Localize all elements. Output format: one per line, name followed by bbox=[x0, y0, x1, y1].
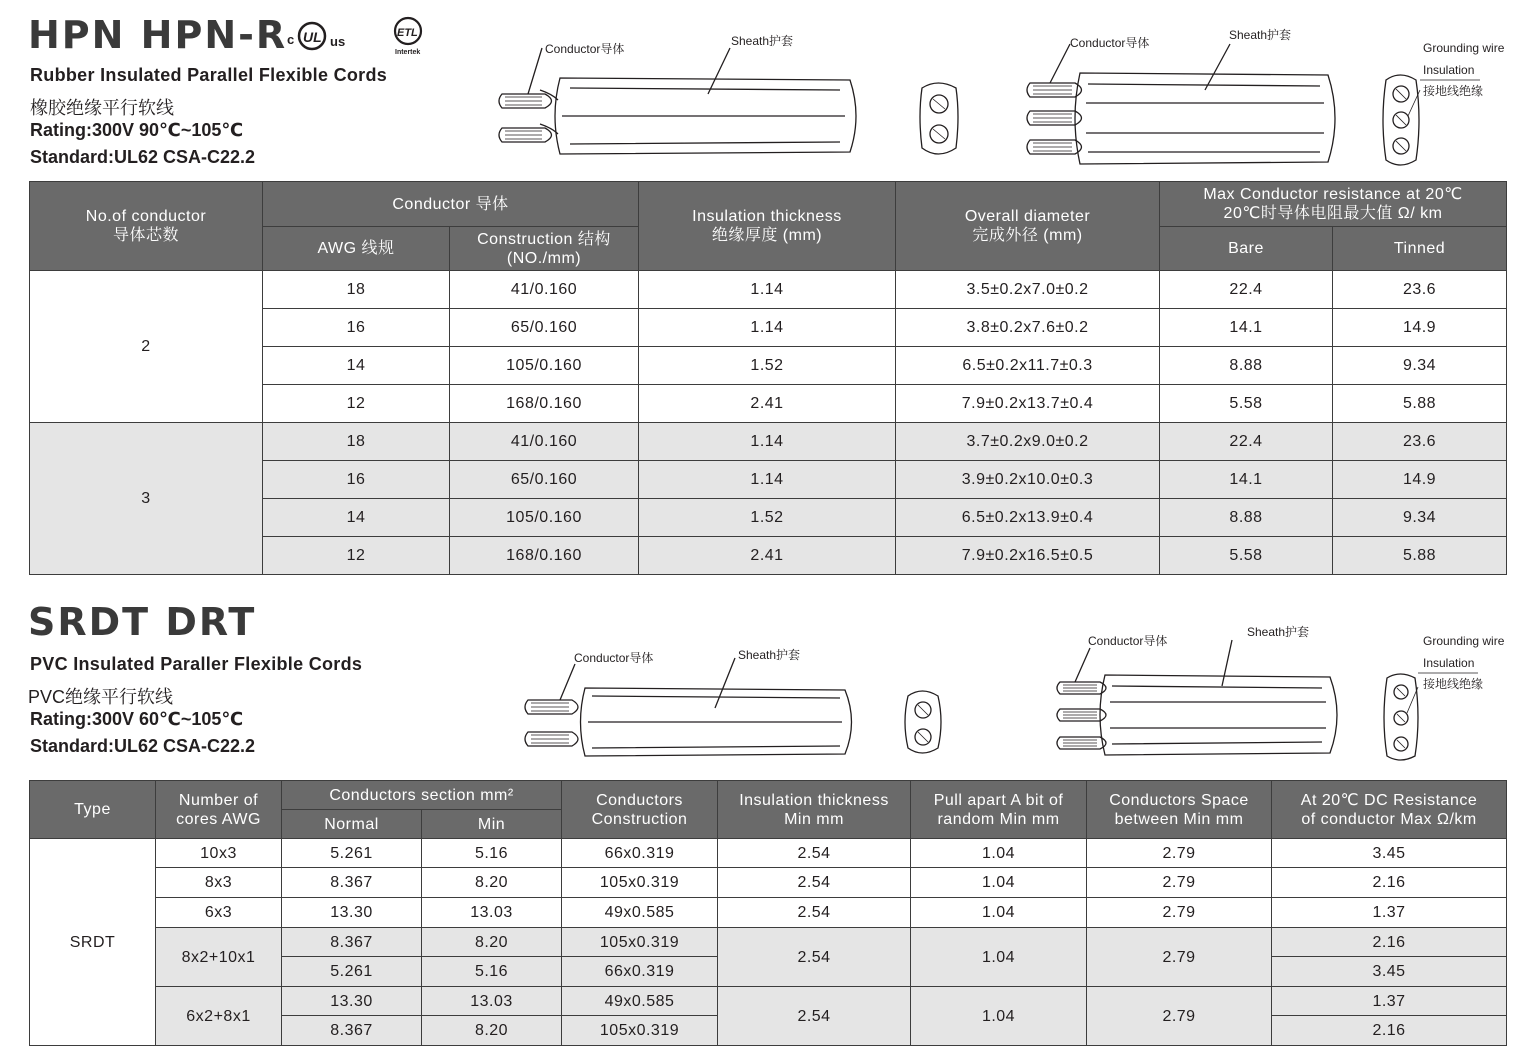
insulation-cell: 1.52 bbox=[639, 499, 896, 537]
cores-cell: 3 bbox=[30, 423, 263, 575]
insulation-cell: 2.54 bbox=[718, 868, 911, 898]
section2-cable-diagrams bbox=[510, 620, 1520, 765]
awg-cell: 18 bbox=[263, 271, 450, 309]
construction-cell: 105/0.160 bbox=[450, 499, 639, 537]
tinned-cell: 5.88 bbox=[1333, 537, 1507, 575]
construction-cell: 105x0.319 bbox=[562, 1016, 718, 1046]
table-row bbox=[30, 987, 1507, 1016]
space-cell: 2.79 bbox=[1087, 928, 1272, 987]
space-cell: 2.79 bbox=[1087, 987, 1272, 1046]
th-max-resistance: Max Conductor resistance at 20℃ 20℃时导体电阻最大值 Ω/ km bbox=[1160, 182, 1507, 227]
tinned-cell: 14.9 bbox=[1333, 461, 1507, 499]
overall-cell: 6.5±0.2x11.7±0.3 bbox=[896, 347, 1160, 385]
construction-cell: 168/0.160 bbox=[450, 537, 639, 575]
section2-title: SRDT DRT bbox=[28, 600, 257, 644]
overall-cell: 3.5±0.2x7.0±0.2 bbox=[896, 271, 1160, 309]
bare-cell: 8.88 bbox=[1160, 347, 1333, 385]
overall-cell: 6.5±0.2x13.9±0.4 bbox=[896, 499, 1160, 537]
three-core-cross-section bbox=[1383, 75, 1420, 165]
th-tinned: Tinned bbox=[1333, 227, 1507, 271]
insulation-cell: 1.14 bbox=[639, 309, 896, 347]
two-core-cross-section bbox=[920, 83, 958, 154]
section2-subtitle-cn: PVC绝缘平行软线 bbox=[28, 687, 174, 707]
tinned-cell: 23.6 bbox=[1333, 271, 1507, 309]
overall-cell: 7.9±0.2x16.5±0.5 bbox=[896, 537, 1160, 575]
insulation-cell: 2.54 bbox=[718, 987, 911, 1046]
th-pull-apart: Pull apart A bit of random Min mm bbox=[911, 781, 1087, 839]
srdt-three-core-cross-section bbox=[1384, 674, 1418, 760]
ul-listed-icon bbox=[287, 23, 345, 49]
min-cell: 8.20 bbox=[422, 928, 562, 957]
space-cell: 2.79 bbox=[1087, 898, 1272, 928]
construction-cell: 65/0.160 bbox=[450, 461, 639, 499]
normal-cell: 5.261 bbox=[282, 957, 422, 987]
ul-mark-label: UL bbox=[303, 29, 322, 45]
hpn-spec-table bbox=[29, 181, 1507, 575]
insulation-cell: 1.14 bbox=[639, 461, 896, 499]
resist-cell: 1.37 bbox=[1272, 987, 1507, 1016]
table-row bbox=[30, 271, 1507, 309]
section1-title: HPN HPN-R bbox=[28, 13, 288, 57]
construction-cell: 41/0.160 bbox=[450, 423, 639, 461]
section1-rating: Rating:300V 90℃~105℃ bbox=[30, 120, 244, 140]
table-row bbox=[30, 839, 1507, 868]
srdt-two-core-cable-drawing bbox=[525, 658, 852, 756]
s2-ground-insulation-cn-label: 接地线绝缘 bbox=[1423, 677, 1484, 691]
awg-cell: 14 bbox=[263, 499, 450, 537]
resist-cell: 2.16 bbox=[1272, 928, 1507, 957]
table-row bbox=[30, 898, 1507, 928]
s1-grounding-wire-label: Grounding wire bbox=[1423, 41, 1505, 55]
type-cell: SRDT bbox=[30, 839, 156, 1046]
min-cell: 13.03 bbox=[422, 898, 562, 928]
cores-cell: 10x3 bbox=[156, 839, 282, 868]
s1-sheath-label-3core: Sheath护套 bbox=[1229, 28, 1292, 42]
tinned-cell: 9.34 bbox=[1333, 499, 1507, 537]
th-insulation-thickness: Insulation thickness Min mm bbox=[718, 781, 911, 839]
s2-sheath-label-3core: Sheath护套 bbox=[1247, 625, 1310, 639]
min-cell: 8.20 bbox=[422, 868, 562, 898]
th-overall-diameter: Overall diameter 完成外径 (mm) bbox=[896, 182, 1160, 271]
insulation-cell: 1.52 bbox=[639, 347, 896, 385]
pull-cell: 1.04 bbox=[911, 898, 1087, 928]
normal-cell: 8.367 bbox=[282, 928, 422, 957]
insulation-cell: 2.41 bbox=[639, 537, 896, 575]
th-min: Min bbox=[422, 810, 562, 839]
srdt-two-core-cross-section bbox=[905, 691, 941, 753]
cores-cell: 8x2+10x1 bbox=[156, 928, 282, 987]
min-cell: 8.20 bbox=[422, 1016, 562, 1046]
th-conductors-space: Conductors Space between Min mm bbox=[1087, 781, 1272, 839]
section1-subtitle-cn: 橡胶绝缘平行软线 bbox=[30, 98, 174, 118]
normal-cell: 13.30 bbox=[282, 898, 422, 928]
ul-c-label: c bbox=[287, 32, 295, 47]
table-row bbox=[30, 423, 1507, 461]
pull-cell: 1.04 bbox=[911, 868, 1087, 898]
section1-subtitle-en: Rubber Insulated Parallel Flexible Cords bbox=[30, 65, 388, 85]
th-insulation-thickness: Insulation thickness 绝缘厚度 (mm) bbox=[639, 182, 896, 271]
construction-cell: 41/0.160 bbox=[450, 271, 639, 309]
th-conductors-construction: Conductors Construction bbox=[562, 781, 718, 839]
min-cell: 5.16 bbox=[422, 957, 562, 987]
awg-cell: 12 bbox=[263, 385, 450, 423]
space-cell: 2.79 bbox=[1087, 839, 1272, 868]
s2-sheath-label: Sheath护套 bbox=[738, 648, 801, 662]
etl-listed-icon bbox=[395, 18, 421, 56]
etl-mark-label: ETL bbox=[397, 27, 418, 39]
overall-cell: 3.7±0.2x9.0±0.2 bbox=[896, 423, 1160, 461]
three-core-cable-drawing bbox=[1027, 44, 1335, 164]
th-conductor: Conductor 导体 bbox=[263, 182, 639, 227]
cores-cell: 2 bbox=[30, 271, 263, 423]
s1-sheath-label: Sheath护套 bbox=[731, 34, 794, 48]
two-core-cable-drawing bbox=[499, 48, 856, 154]
normal-cell: 8.367 bbox=[282, 1016, 422, 1046]
th-conductor-section: Conductors section mm² bbox=[282, 781, 562, 810]
awg-cell: 12 bbox=[263, 537, 450, 575]
cores-cell: 8x3 bbox=[156, 868, 282, 898]
th-normal: Normal bbox=[282, 810, 422, 839]
space-cell: 2.79 bbox=[1087, 868, 1272, 898]
normal-cell: 13.30 bbox=[282, 987, 422, 1016]
overall-cell: 7.9±0.2x13.7±0.4 bbox=[896, 385, 1160, 423]
construction-cell: 49x0.585 bbox=[562, 987, 718, 1016]
overall-cell: 3.8±0.2x7.6±0.2 bbox=[896, 309, 1160, 347]
s2-grounding-wire-label: Grounding wire bbox=[1423, 634, 1505, 648]
th-no-conductor: No.of conductor 导体芯数 bbox=[30, 182, 263, 271]
awg-cell: 18 bbox=[263, 423, 450, 461]
resist-cell: 2.16 bbox=[1272, 1016, 1507, 1046]
pull-cell: 1.04 bbox=[911, 987, 1087, 1046]
awg-cell: 14 bbox=[263, 347, 450, 385]
tinned-cell: 14.9 bbox=[1333, 309, 1507, 347]
th-bare: Bare bbox=[1160, 227, 1333, 271]
construction-cell: 105x0.319 bbox=[562, 868, 718, 898]
table-row bbox=[30, 868, 1507, 898]
bare-cell: 5.58 bbox=[1160, 537, 1333, 575]
insulation-cell: 1.14 bbox=[639, 423, 896, 461]
cores-cell: 6x2+8x1 bbox=[156, 987, 282, 1046]
srdt-three-core-cable-drawing bbox=[1057, 640, 1337, 755]
bare-cell: 14.1 bbox=[1160, 461, 1333, 499]
pull-cell: 1.04 bbox=[911, 928, 1087, 987]
min-cell: 5.16 bbox=[422, 839, 562, 868]
tinned-cell: 9.34 bbox=[1333, 347, 1507, 385]
s2-insulation-label: Insulation bbox=[1423, 656, 1475, 670]
th-awg: AWG 线规 bbox=[263, 227, 450, 271]
insulation-cell: 1.14 bbox=[639, 271, 896, 309]
awg-cell: 16 bbox=[263, 309, 450, 347]
section2-rating: Rating:300V 60℃~105℃ bbox=[30, 709, 244, 729]
construction-cell: 105/0.160 bbox=[450, 347, 639, 385]
insulation-cell: 2.54 bbox=[718, 928, 911, 987]
insulation-cell: 2.41 bbox=[639, 385, 896, 423]
srdt-spec-table bbox=[29, 780, 1507, 1046]
min-cell: 13.03 bbox=[422, 987, 562, 1016]
table-row bbox=[30, 928, 1507, 957]
construction-cell: 168/0.160 bbox=[450, 385, 639, 423]
awg-cell: 16 bbox=[263, 461, 450, 499]
ul-us-label: us bbox=[330, 34, 346, 49]
normal-cell: 5.261 bbox=[282, 839, 422, 868]
insulation-cell: 2.54 bbox=[718, 898, 911, 928]
s1-insulation-label: Insulation bbox=[1423, 63, 1475, 77]
section1-cable-diagrams bbox=[490, 28, 1520, 173]
tinned-cell: 23.6 bbox=[1333, 423, 1507, 461]
certification-logos bbox=[284, 14, 444, 58]
bare-cell: 22.4 bbox=[1160, 423, 1333, 461]
construction-cell: 105x0.319 bbox=[562, 928, 718, 957]
th-construction: Construction 结构 (NO./mm) bbox=[450, 227, 639, 271]
insulation-cell: 2.54 bbox=[718, 839, 911, 868]
s2-conductor-label: Conductor导体 bbox=[574, 651, 654, 665]
construction-cell: 66x0.319 bbox=[562, 957, 718, 987]
bare-cell: 8.88 bbox=[1160, 499, 1333, 537]
th-dc-resistance: At 20℃ DC Resistance of conductor Max Ω/km bbox=[1272, 781, 1507, 839]
resist-cell: 2.16 bbox=[1272, 868, 1507, 898]
section2-standard: Standard:UL62 CSA-C22.2 bbox=[30, 736, 256, 756]
bare-cell: 22.4 bbox=[1160, 271, 1333, 309]
section1-standard: Standard:UL62 CSA-C22.2 bbox=[30, 147, 256, 167]
resist-cell: 1.37 bbox=[1272, 898, 1507, 928]
section2-subtitle-en: PVC Insulated Paraller Flexible Cords bbox=[30, 654, 363, 674]
s1-ground-insulation-cn-label: 接地线绝缘 bbox=[1423, 84, 1484, 98]
pull-cell: 1.04 bbox=[911, 839, 1087, 868]
normal-cell: 8.367 bbox=[282, 868, 422, 898]
s1-conductor-label: Conductor导体 bbox=[545, 42, 625, 56]
th-number-of-cores: Number of cores AWG bbox=[156, 781, 282, 839]
etl-sub-label: Intertek bbox=[395, 49, 421, 56]
overall-cell: 3.9±0.2x10.0±0.3 bbox=[896, 461, 1160, 499]
construction-cell: 66x0.319 bbox=[562, 839, 718, 868]
bare-cell: 5.58 bbox=[1160, 385, 1333, 423]
construction-cell: 49x0.585 bbox=[562, 898, 718, 928]
resist-cell: 3.45 bbox=[1272, 957, 1507, 987]
cores-cell: 6x3 bbox=[156, 898, 282, 928]
s1-conductor-label-3core: Conductor导体 bbox=[1070, 36, 1150, 50]
tinned-cell: 5.88 bbox=[1333, 385, 1507, 423]
construction-cell: 65/0.160 bbox=[450, 309, 639, 347]
th-type: Type bbox=[30, 781, 156, 839]
s2-conductor-label-3core: Conductor导体 bbox=[1088, 634, 1168, 648]
resist-cell: 3.45 bbox=[1272, 839, 1507, 868]
bare-cell: 14.1 bbox=[1160, 309, 1333, 347]
